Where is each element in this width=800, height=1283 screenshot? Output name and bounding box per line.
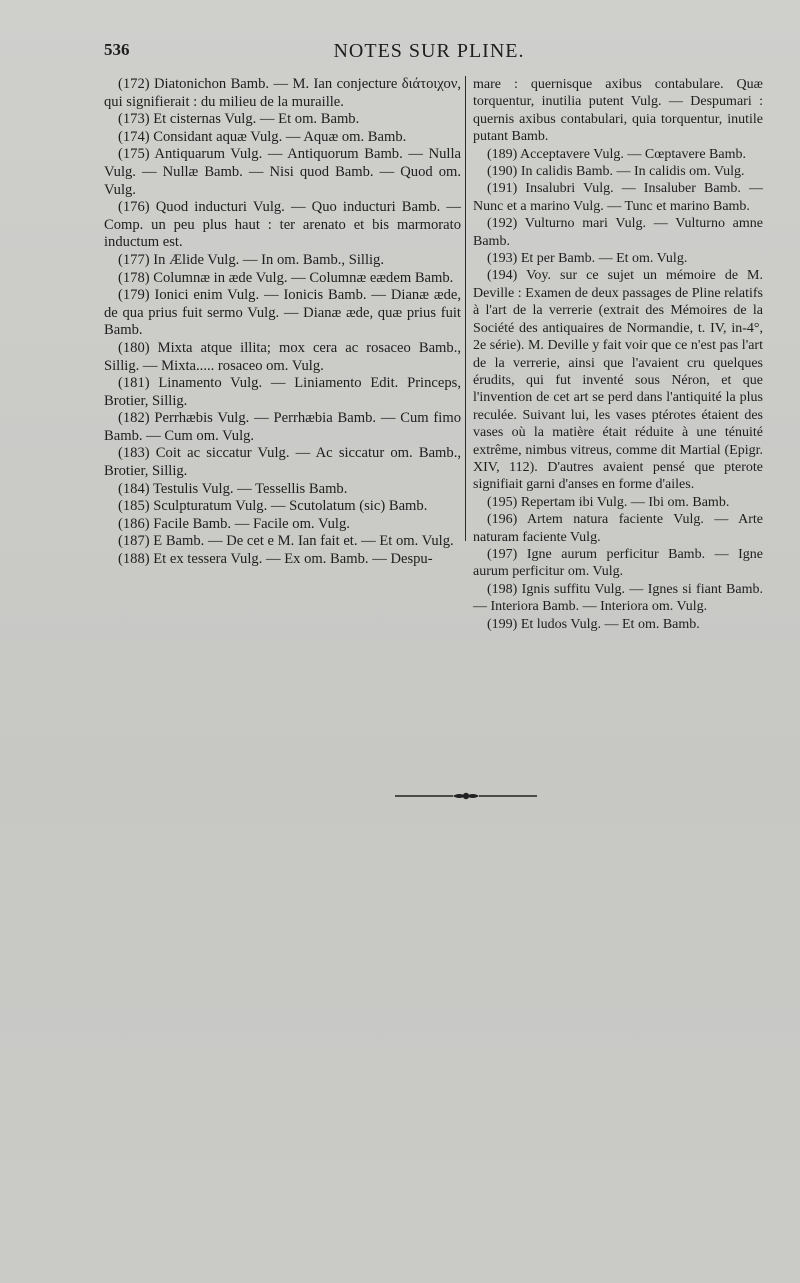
note-178: (178) Columnæ in æde Vulg. — Columnæ eædem Bamb. — [118, 269, 454, 286]
column-divider — [465, 76, 466, 541]
note-176: (176) Quod inducturi Vulg. — Quo inducturi Bamb. — Comp. un peu plus haut : ter arenato et bis marmorato inductum est. — [104, 199, 461, 251]
note-188-continuation: mare : quernisque axibus contabulare. Quæ torquentur, inutilia putent Vulg. — Despumari : quernis axibus contabulari, quia torquentur, inutile putant Bamb. — [473, 77, 763, 145]
note-177: (177) In Ælide Vulg. — In om. Bamb., Sillig. — [118, 251, 384, 268]
note-198: (198) Ignis suffitu Vulg. — Ignes si fiant Bamb. — Interiora Bamb. — Interiora om. Vulg. — [473, 581, 763, 615]
note-189: (189) Acceptavere Vulg. — Cœptavere Bamb. — [487, 146, 746, 162]
note-195: (195) Repertam ibi Vulg. — Ibi om. Bamb. — [487, 494, 730, 510]
page-number: 536 — [104, 40, 130, 59]
running-title: NOTES SUR PLINE. — [333, 40, 525, 62]
note-190: (190) In calidis Bamb. — In calidis om. Vulg. — [487, 164, 745, 180]
note-173: (173) Et cisternas Vulg. — Et om. Bamb. — [118, 111, 360, 128]
note-172: (172) Diatonichon Bamb. — M. Ian conjecture διάτοιχον, qui signifierait : du milieu de la muraille. — [104, 76, 461, 110]
note-174: (174) Considant aquæ Vulg. — Aquæ om. Bamb. — [118, 128, 407, 145]
note-192: (192) Vulturno mari Vulg. — Vulturno amne Bamb. — [473, 216, 763, 249]
note-187: (187) E Bamb. — De cet e M. Ian fait et. — Et om. Vulg. — [118, 533, 454, 550]
note-188: (188) Et ex tessera Vulg. — Ex om. Bamb. — Despu- — [118, 551, 433, 568]
note-185: (185) Sculpturatum Vulg. — Scutolatum (sic) Bamb. — [118, 498, 428, 515]
right-column — [473, 76, 763, 633]
note-181: (181) Linamento Vulg. — Liniamento Edit. Princeps, Brotier, Sillig. — [104, 375, 461, 409]
page-header — [104, 40, 754, 70]
note-184: (184) Testulis Vulg. — Tessellis Bamb. — [118, 480, 348, 497]
note-183: (183) Coit ac siccatur Vulg. — Ac siccatur om. Bamb., Brotier, Sillig. — [104, 445, 461, 480]
note-199: (199) Et ludos Vulg. — Et om. Bamb. — [487, 616, 700, 632]
note-182: (182) Perrhæbis Vulg. — Perrhæbia Bamb. — Cum fimo Bamb. — Cum om. Vulg. — [104, 410, 461, 444]
note-196: (196) Artem natura faciente Vulg. — Arte naturam faciente Vulg. — [473, 512, 763, 545]
fleuron-ornament — [395, 789, 537, 803]
note-180: (180) Mixta atque illita; mox cera ac rosaceo Bamb., Sillig. — Mixta..... rosaceo om. Vulg. — [104, 339, 461, 374]
note-179: (179) Ionici enim Vulg. — Ionicis Bamb. — Dianæ æde, de qua prius fuit sermo Vulg. — Dianæ æde, quæ prius fuit Bamb. — [104, 287, 461, 339]
note-193: (193) Et per Bamb. — Et om. Vulg. — [487, 251, 688, 267]
left-column — [104, 76, 461, 569]
note-194: (194) Voy. sur ce sujet un mémoire de M. Deville : Examen de deux passages de Pline relatifs à l'art de la verrerie (extrait des Mémoires de la Société des antiquaires de Normandie, t. IV, in-4°, 2e série). M. Deville y fait voir que ce n'est pas l'art de la verrerie, ainsi que l'avaient cru quelques érudits, qui fut inventé sous Néron, et que l'invention de cet art se perd dans l'antiquité la plus reculée. Suivant lui, les vases ptérotes étaient des vases où la matière était réduite à une ténuité extrême, nimbus vitreus, comme dit Martial (Epigr. XIV, 112). D'autres avaient pensé que pterote signifiait garni d'anses en forme d'ailes. — [473, 268, 763, 493]
note-175: (175) Antiquarum Vulg. — Antiquorum Bamb. — Nulla Vulg. — Nullæ Bamb. — Nisi quod Bamb. — Quod om. Vulg. — [104, 146, 461, 198]
note-186: (186) Facile Bamb. — Facile om. Vulg. — [118, 515, 350, 532]
note-197: (197) Igne aurum perficitur Bamb. — Igne aurum perficitur om. Vulg. — [473, 546, 763, 580]
note-191: (191) Insalubri Vulg. — Insaluber Bamb. — Nunc et a marino Vulg. — Tunc et marino Bamb. — [473, 181, 763, 214]
